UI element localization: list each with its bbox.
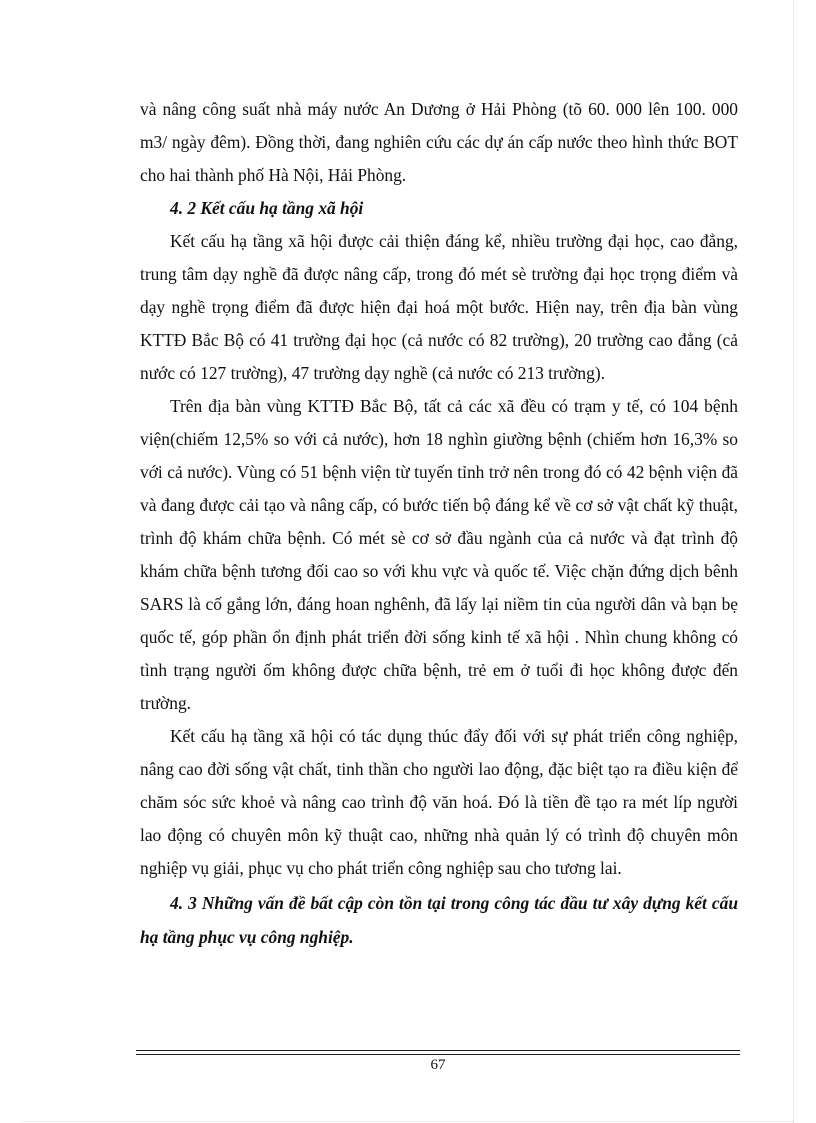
- paragraph-intro: và nâng công suất nhà máy nước An Dương ở Hải Phòng (tõ 60. 000 lên 100. 000 m3/ ngày đêm). Đồng thời, đang nghiên cứu các dự án cấp nước theo hình thức BOT cho hai thành phố Hà Nội, Hải Phòng.: [140, 99, 738, 185]
- page-number: 67: [430, 1057, 446, 1073]
- paragraph-impact: Kết cấu hạ tầng xã hội có tác dụng thúc đẩy đối với sự phát triển công nghiệp, nâng cao đời sống vật chất, tinh thần cho người lao động, đặc biệt tạo ra điều kiện để chăm sóc sức khoẻ và nâng cao trình độ văn hoá. Đó là tiền đề tạo ra mét líp người lao động có chuyên môn kỹ thuật cao, những nhà quản lý có trình độ chuyên môn nghiệp vụ giải, phục vụ cho phát triển công nghiệp sau cho tương lai.: [140, 726, 738, 878]
- footer-double-rule: [136, 1050, 740, 1055]
- section-heading-4-2: 4. 2 Kết cấu hạ tầng xã hội: [170, 198, 364, 218]
- paragraph-education: Kết cấu hạ tầng xã hội được cải thiện đáng kể, nhiều trường đại học, cao đẳng, trung tâm dạy nghề đã được nâng cấp, trong đó mét sè trường đại học trọng điểm và dạy nghề trọng điểm đã được hiện đại hoá một bước. Hiện nay, trên địa bàn vùng KTTĐ Bắc Bộ có 41 trường đại học (cả nước có 82 trường), 20 trường cao đẳng (cả nước có 127 trường), 47 trường dạy nghề (cả nước có 213 trường).: [140, 231, 738, 383]
- page-edge-right: [793, 0, 794, 1123]
- page-edge-bottom: [22, 1121, 793, 1122]
- paragraph-health: Trên địa bàn vùng KTTĐ Bắc Bộ, tất cả các xã đều có trạm y tế, có 104 bệnh viện(chiếm 12,5% so với cả nước), hơn 18 nghìn giường bệnh (chiếm hơn 16,3% so với cả nước). Vùng có 51 bệnh viện từ tuyến tỉnh trở nên trong đó có 42 bệnh viện đã và đang được cải tạo và nâng cấp, có bước tiến bộ đáng kể về cơ sở vật chất kỹ thuật, trình độ khám chữa bệnh. Có mét sè cơ sở đầu ngành của cả nước và đạt trình độ khám chữa bệnh tương đối cao so với khu vực và quốc tế. Việc chặn đứng dịch bênh SARS là cố gắng lớn, đáng hoan nghênh, đã lấy lại niềm tin của người dân và bạn bẹ quốc tế, góp phần ổn định phát triển đời sống kinh tế xã hội . Nhìn chung không có tình trạng người ốm không được chữa bệnh, trẻ em ở tuổi đi học không được đến trường.: [140, 396, 738, 713]
- document-body: [140, 93, 738, 954]
- section-heading-4-3: 4. 3 Những vấn đề bất cập còn tồn tại trong công tác đầu tư xây dựng kết cấu hạ tầng phục vụ công nghiệp.: [140, 893, 738, 947]
